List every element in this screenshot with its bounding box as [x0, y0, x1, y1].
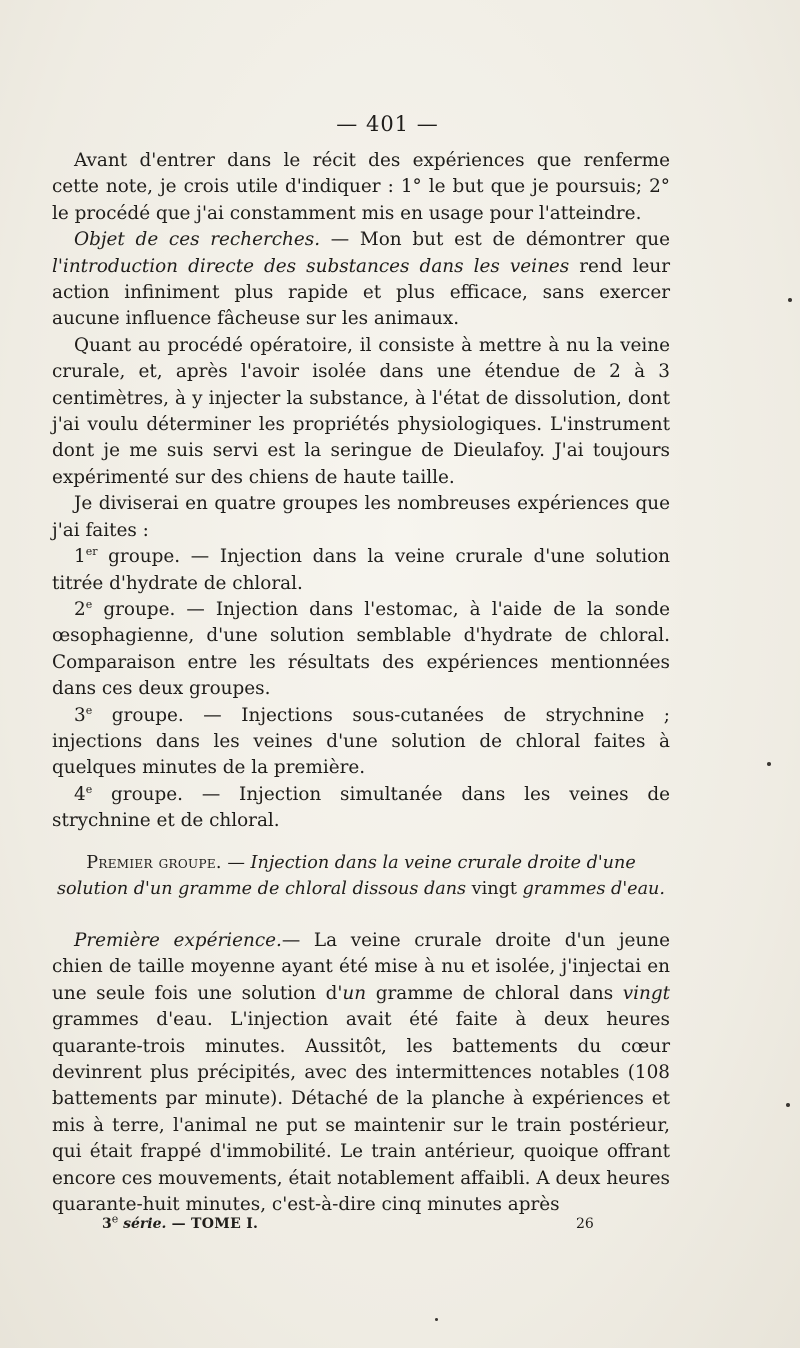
group-1-sup: er	[85, 544, 98, 558]
experience-paragraph	[52, 928, 670, 1218]
experience-label: Première expérience.	[74, 930, 282, 951]
group-2-sup: e	[85, 597, 93, 611]
footer-series-num: 3	[102, 1216, 112, 1232]
footer-sheet-number: 26	[576, 1216, 594, 1232]
section-label: Premier groupe.	[86, 853, 222, 873]
section-dash: —	[221, 853, 251, 873]
body-text	[52, 148, 670, 835]
paper-speck	[767, 762, 771, 766]
group-3-text: groupe. — Injections sous-cutanées de strychnine ; injections dans les veines d'une solution de chloral faites à quelques minutes de la première.	[52, 704, 670, 779]
objet-text-a: — Mon but est de démontrer que	[320, 229, 670, 251]
experience-text-c: grammes d'eau. L'injection avait été faite à deux heures quarante-trois minutes. Aussitôt, les battements du cœur devinrent plus précipités, avec des intermittences notables (108 battements par minute). Détaché de la planche à expériences et mis à terre, l'animal ne put se maintenir sur le train postérieur, qui était frappé d'immobilité. Le train antérieur, quoique offrant encore ces mouvements, était notablement affaibli. A deux heures quarante-huit minutes, c'est-à-dire cinq minutes après	[52, 1009, 670, 1216]
objet-italic: l'introduction directe des substances dans les veines	[52, 255, 570, 277]
group-item-3	[52, 703, 670, 782]
group-item-4	[52, 782, 670, 835]
group-4-num: 4	[74, 783, 86, 805]
experience-text-b: gramme de chloral dans	[366, 982, 623, 1004]
paper-speck	[788, 298, 792, 302]
footer-series-sup: e	[111, 1212, 119, 1226]
procede-paragraph: Quant au procédé opératoire, il consiste à mettre à nu la veine crurale, et, après l'avoir isolée dans une étendue de 2 à 3 centimètres, à y injecter la substance, à l'état de dissolution, dont j'ai voulu déterminer les propriétés physiologiques. L'instrument dont je me suis servi est la seringue de Dieulafoy. J'ai toujours expérimenté sur des chiens de haute taille.	[52, 334, 670, 488]
experience-italic-un: un	[342, 982, 367, 1004]
division-paragraph: Je diviserai en quatre groupes les nombreuses expériences que j'ai faites :	[52, 493, 670, 541]
experience-text-a: — La veine crurale droite d'un jeune chien de taille moyenne ayant été mise à nu et isolée, j'injectai en une seule fois une solution d'	[52, 930, 670, 1004]
intro-paragraph: Avant d'entrer dans le récit des expériences que renferme cette note, je crois utile d'indiquer : 1° le but que je poursuis; 2° le procédé que j'ai constamment mis en usage pour l'atteindre.	[52, 150, 670, 224]
group-item-1	[52, 544, 670, 597]
paper-speck	[786, 1103, 790, 1107]
group-item-2	[52, 597, 670, 703]
group-2-text: groupe. — Injection dans l'estomac, à l'aide de la sonde œsophagienne, d'une solution semblable d'hydrate de chloral. Comparaison entre les résultats des expériences mentionnées dans ces deux groupes.	[52, 598, 670, 700]
section-italic-c: grammes d'eau.	[522, 879, 665, 899]
section-plain-b: vingt	[466, 879, 523, 899]
footer-series-word: série.	[118, 1216, 167, 1232]
group-3-sup: e	[85, 703, 93, 717]
signature-footer	[102, 1212, 602, 1232]
page-number: — 401 —	[336, 112, 439, 136]
objet-text-c: rend leur action infiniment plus rapide et plus efficace, sans exercer aucune influence fâcheuse sur les animaux.	[52, 255, 671, 330]
objet-paragraph	[52, 227, 670, 333]
paper-speck	[435, 1318, 438, 1321]
group-1-num: 1	[74, 546, 86, 568]
section-heading	[52, 850, 670, 902]
section-italic-a: Injection dans la veine crurale droite d'une solution d'un gramme de chloral dissous dans	[57, 853, 636, 899]
group-2-num: 2	[74, 598, 86, 620]
group-4-sup: e	[85, 782, 93, 796]
experience-block	[52, 928, 670, 1218]
section-heading-block	[52, 850, 670, 902]
group-4-text: groupe. — Injection simultanée dans les veines de strychnine et de chloral.	[52, 783, 670, 832]
group-1-text: groupe. — Injection dans la veine crurale d'une solution titrée d'hydrate de chloral.	[52, 546, 670, 594]
footer-tome: — TOME I.	[166, 1216, 259, 1232]
group-3-num: 3	[74, 704, 86, 726]
objet-label: Objet de ces recherches.	[74, 229, 321, 251]
experience-italic-vingt: vingt	[622, 982, 670, 1004]
